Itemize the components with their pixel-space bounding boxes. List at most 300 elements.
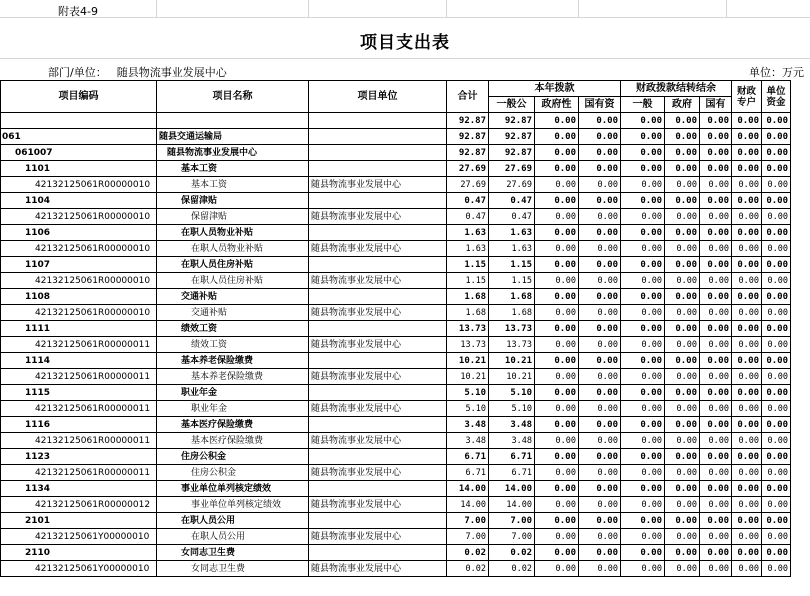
row-value: 0.00: [762, 273, 791, 289]
row-value: 0.00: [700, 401, 732, 417]
row-value: 0.00: [579, 177, 621, 193]
row-value: 0.00: [665, 561, 700, 577]
row-code: 42132125061R00000011: [1, 369, 157, 385]
table-body: [1, 113, 791, 577]
row-value: 0.00: [621, 305, 665, 321]
row-value: 0.00: [665, 305, 700, 321]
table-row: [1, 209, 791, 225]
table-row: [1, 433, 791, 449]
row-value: 0.00: [621, 241, 665, 257]
row-name: 随县物流事业发展中心: [157, 145, 309, 161]
row-value: 0.00: [700, 305, 732, 321]
row-value: 0.00: [665, 177, 700, 193]
row-unit: 随县物流事业发展中心: [309, 177, 447, 193]
row-name: 住房公积金: [157, 449, 309, 465]
row-value: 0.00: [762, 193, 791, 209]
row-value: 0.00: [762, 401, 791, 417]
header-code: 项目编码: [1, 81, 157, 113]
table-row: [1, 417, 791, 433]
row-value: 0.00: [665, 417, 700, 433]
row-value: 1.15: [489, 257, 535, 273]
row-value: 0.00: [579, 465, 621, 481]
grid-line: [308, 0, 309, 17]
row-code: 42132125061Y00000010: [1, 561, 157, 577]
row-unit: 随县物流事业发展中心: [309, 561, 447, 577]
row-value: 0.00: [762, 161, 791, 177]
row-value: 0.00: [621, 193, 665, 209]
row-value: 0.00: [762, 145, 791, 161]
row-value: 0.00: [700, 145, 732, 161]
row-value: 0.02: [489, 561, 535, 577]
row-value: 0.00: [621, 481, 665, 497]
row-value: 0.47: [489, 193, 535, 209]
row-value: 0.00: [665, 385, 700, 401]
row-value: 92.87: [489, 113, 535, 129]
table-row: [1, 145, 791, 161]
table-row: [1, 193, 791, 209]
row-value: 92.87: [489, 145, 535, 161]
row-code: 2101: [1, 513, 157, 529]
row-value: 0.00: [535, 481, 579, 497]
row-value: 0.00: [621, 433, 665, 449]
row-unit: [309, 225, 447, 241]
row-value: 0.00: [621, 113, 665, 129]
row-value: 0.00: [579, 113, 621, 129]
row-value: 0.00: [700, 321, 732, 337]
row-value: 5.10: [489, 385, 535, 401]
row-value: 0.00: [700, 465, 732, 481]
row-value: 0.00: [665, 289, 700, 305]
row-value: 0.00: [700, 257, 732, 273]
row-value: 0.00: [665, 337, 700, 353]
header-name: 项目名称: [157, 81, 309, 113]
row-value: 0.00: [665, 193, 700, 209]
row-value: 0.00: [535, 369, 579, 385]
row-value: 1.63: [447, 225, 489, 241]
row-value: 0.00: [700, 481, 732, 497]
row-value: 0.00: [579, 481, 621, 497]
row-value: 0.00: [535, 225, 579, 241]
row-value: 0.00: [732, 145, 762, 161]
row-value: 13.73: [447, 321, 489, 337]
table-row: [1, 465, 791, 481]
row-value: 0.00: [762, 113, 791, 129]
row-value: 0.00: [732, 129, 762, 145]
row-value: 0.00: [665, 433, 700, 449]
row-value: 1.68: [489, 305, 535, 321]
row-value: 0.00: [762, 369, 791, 385]
row-value: 0.00: [579, 513, 621, 529]
row-value: 0.00: [579, 225, 621, 241]
dept-name: 随县物流事业发展中心: [116, 66, 227, 79]
row-value: 0.00: [732, 369, 762, 385]
row-value: 0.00: [665, 145, 700, 161]
row-value: 0.00: [762, 305, 791, 321]
row-code: 1134: [1, 481, 157, 497]
row-unit: [309, 353, 447, 369]
row-value: 0.00: [665, 241, 700, 257]
row-unit: [309, 193, 447, 209]
row-value: 0.00: [665, 225, 700, 241]
row-value: 1.68: [447, 289, 489, 305]
row-value: 0.00: [700, 177, 732, 193]
row-value: 0.00: [579, 321, 621, 337]
row-value: 0.00: [762, 561, 791, 577]
table-row: [1, 529, 791, 545]
row-value: 1.68: [489, 289, 535, 305]
row-value: 3.48: [447, 417, 489, 433]
row-code: 1108: [1, 289, 157, 305]
row-value: 0.00: [762, 225, 791, 241]
row-value: 0.00: [700, 273, 732, 289]
row-code: 42132125061R00000010: [1, 177, 157, 193]
row-value: 0.00: [732, 481, 762, 497]
grid-line: [578, 0, 579, 17]
row-value: 0.00: [665, 257, 700, 273]
row-value: 0.00: [762, 209, 791, 225]
row-value: 0.00: [621, 497, 665, 513]
row-name: 基本养老保险缴费: [157, 353, 309, 369]
table-row: [1, 353, 791, 369]
row-name: 基本工资: [157, 177, 309, 193]
row-value: 0.00: [700, 113, 732, 129]
row-value: 6.71: [447, 449, 489, 465]
row-value: 0.00: [579, 145, 621, 161]
header-unit-funds: 单位资金: [762, 81, 791, 113]
row-unit: 随县物流事业发展中心: [309, 433, 447, 449]
row-name: 保留津贴: [157, 193, 309, 209]
row-value: 0.00: [732, 513, 762, 529]
row-unit: 随县物流事业发展中心: [309, 529, 447, 545]
row-name: 基本医疗保险缴费: [157, 417, 309, 433]
row-value: 0.00: [700, 129, 732, 145]
row-code: 1104: [1, 193, 157, 209]
row-value: 0.00: [700, 385, 732, 401]
row-value: 0.00: [621, 529, 665, 545]
row-value: 1.68: [447, 305, 489, 321]
row-value: 14.00: [489, 481, 535, 497]
row-value: 6.71: [447, 465, 489, 481]
row-value: 0.00: [535, 561, 579, 577]
row-value: 0.00: [535, 433, 579, 449]
row-value: 0.00: [621, 417, 665, 433]
row-value: 0.02: [447, 545, 489, 561]
row-value: 0.00: [621, 385, 665, 401]
row-value: 0.00: [700, 561, 732, 577]
row-value: 0.00: [535, 529, 579, 545]
table-row: [1, 481, 791, 497]
header-finance-special: 财政专户: [732, 81, 762, 113]
header-carryover: 财政拨款结转结余: [621, 81, 732, 97]
row-value: 10.21: [447, 369, 489, 385]
row-value: 3.48: [447, 433, 489, 449]
row-value: 0.00: [700, 289, 732, 305]
row-name: 基本医疗保险缴费: [157, 433, 309, 449]
row-value: 0.00: [621, 449, 665, 465]
row-value: 0.00: [535, 257, 579, 273]
row-value: 0.00: [762, 481, 791, 497]
row-value: 0.00: [762, 257, 791, 273]
row-code: 1115: [1, 385, 157, 401]
row-name: 在职人员住房补贴: [157, 257, 309, 273]
row-name: 职业年金: [157, 401, 309, 417]
table-row: [1, 113, 791, 129]
row-value: 0.00: [535, 273, 579, 289]
row-value: 7.00: [447, 513, 489, 529]
row-value: 0.00: [621, 321, 665, 337]
table-row: [1, 513, 791, 529]
row-value: 0.00: [732, 177, 762, 193]
page-title: 项目支出表: [360, 33, 450, 53]
table-row: [1, 305, 791, 321]
row-value: 1.15: [447, 257, 489, 273]
row-value: 27.69: [489, 177, 535, 193]
row-value: 0.00: [621, 513, 665, 529]
row-value: 27.69: [447, 161, 489, 177]
row-value: 0.00: [665, 465, 700, 481]
row-value: 0.00: [665, 497, 700, 513]
row-value: 0.00: [621, 225, 665, 241]
row-value: 1.63: [489, 241, 535, 257]
row-value: 10.21: [489, 369, 535, 385]
row-value: 92.87: [447, 113, 489, 129]
row-unit: [309, 257, 447, 273]
row-value: 0.00: [535, 465, 579, 481]
row-value: 0.00: [535, 193, 579, 209]
header-sub-general: 一般公: [489, 97, 535, 113]
row-value: 0.00: [700, 193, 732, 209]
row-value: 0.00: [700, 337, 732, 353]
row-value: 0.00: [535, 401, 579, 417]
row-value: 0.00: [579, 209, 621, 225]
row-code: 1106: [1, 225, 157, 241]
row-unit: [309, 321, 447, 337]
row-value: 0.00: [535, 145, 579, 161]
row-value: 0.00: [762, 385, 791, 401]
table-row: [1, 257, 791, 273]
row-value: 0.00: [535, 289, 579, 305]
row-value: 0.00: [700, 497, 732, 513]
row-value: 0.47: [489, 209, 535, 225]
unit-label: 单位：万元: [749, 66, 804, 79]
row-value: 5.10: [447, 385, 489, 401]
row-unit: 随县物流事业发展中心: [309, 337, 447, 353]
table-row: [1, 337, 791, 353]
row-name: 绩效工资: [157, 321, 309, 337]
row-value: 0.00: [762, 433, 791, 449]
row-name: 绩效工资: [157, 337, 309, 353]
row-value: 0.00: [535, 449, 579, 465]
row-value: 0.00: [535, 417, 579, 433]
row-value: 0.00: [579, 161, 621, 177]
header-sub-carry-state-owned: 国有: [700, 97, 732, 113]
header-sub-state-owned: 国有资: [579, 97, 621, 113]
row-unit: [309, 449, 447, 465]
row-value: 0.00: [732, 449, 762, 465]
row-value: 0.00: [762, 321, 791, 337]
row-value: 0.00: [665, 401, 700, 417]
row-value: 0.00: [732, 321, 762, 337]
row-value: 0.00: [579, 369, 621, 385]
row-value: 0.00: [762, 129, 791, 145]
row-value: 0.00: [732, 337, 762, 353]
row-value: 92.87: [489, 129, 535, 145]
row-value: 0.00: [535, 305, 579, 321]
row-value: 0.00: [732, 305, 762, 321]
row-value: 0.00: [579, 401, 621, 417]
row-value: 0.02: [447, 561, 489, 577]
row-value: 0.00: [762, 497, 791, 513]
grid-line: [726, 0, 727, 17]
row-value: 0.02: [489, 545, 535, 561]
row-name: 住房公积金: [157, 465, 309, 481]
row-unit: 随县物流事业发展中心: [309, 209, 447, 225]
row-code: 061: [1, 129, 157, 145]
row-value: 0.00: [621, 369, 665, 385]
row-value: 0.00: [732, 561, 762, 577]
row-value: 1.63: [447, 241, 489, 257]
table-row: [1, 129, 791, 145]
row-unit: [309, 289, 447, 305]
row-value: 0.00: [579, 241, 621, 257]
row-value: 27.69: [489, 161, 535, 177]
row-value: 0.00: [665, 321, 700, 337]
row-value: 0.00: [732, 209, 762, 225]
header-sub-government: 政府性: [535, 97, 579, 113]
row-value: 0.00: [621, 561, 665, 577]
grid-line: [0, 17, 810, 18]
row-code: 061007: [1, 145, 157, 161]
row-code: 42132125061R00000010: [1, 305, 157, 321]
row-unit: [309, 481, 447, 497]
row-value: 0.00: [535, 497, 579, 513]
row-value: 0.00: [665, 529, 700, 545]
row-value: 0.00: [732, 225, 762, 241]
row-value: 0.00: [535, 113, 579, 129]
grid-line: [446, 0, 447, 17]
row-value: 0.00: [579, 497, 621, 513]
row-value: 0.00: [762, 417, 791, 433]
row-value: 0.00: [535, 209, 579, 225]
table-row: [1, 273, 791, 289]
row-value: 0.00: [665, 209, 700, 225]
row-value: 0.00: [732, 465, 762, 481]
row-name: [157, 113, 309, 129]
row-value: 0.00: [579, 305, 621, 321]
row-value: 0.00: [732, 385, 762, 401]
row-value: 0.00: [732, 433, 762, 449]
row-value: 0.00: [579, 417, 621, 433]
row-value: 1.15: [489, 273, 535, 289]
row-value: 0.00: [732, 401, 762, 417]
row-value: 0.00: [700, 529, 732, 545]
row-name: 交通补贴: [157, 305, 309, 321]
row-code: 42132125061R00000010: [1, 241, 157, 257]
row-value: 0.47: [447, 209, 489, 225]
row-name: 在职人员住房补贴: [157, 273, 309, 289]
row-value: 0.00: [621, 353, 665, 369]
row-value: 0.00: [665, 545, 700, 561]
row-value: 0.00: [665, 273, 700, 289]
row-value: 0.00: [700, 433, 732, 449]
row-code: 42132125061R00000011: [1, 401, 157, 417]
row-code: 2110: [1, 545, 157, 561]
row-value: 0.00: [700, 161, 732, 177]
row-value: 7.00: [447, 529, 489, 545]
row-value: 0.00: [579, 433, 621, 449]
row-value: 0.00: [700, 225, 732, 241]
row-value: 0.00: [700, 209, 732, 225]
row-value: 0.00: [535, 353, 579, 369]
row-value: 0.00: [579, 561, 621, 577]
row-value: 0.00: [579, 449, 621, 465]
row-value: 0.00: [579, 385, 621, 401]
row-value: 0.00: [732, 113, 762, 129]
row-value: 0.00: [621, 145, 665, 161]
row-value: 13.73: [447, 337, 489, 353]
row-name: 随县交通运输局: [157, 129, 309, 145]
row-value: 0.00: [732, 417, 762, 433]
row-name: 基本养老保险缴费: [157, 369, 309, 385]
row-code: 42132125061Y00000010: [1, 529, 157, 545]
row-unit: 随县物流事业发展中心: [309, 273, 447, 289]
row-value: 0.47: [447, 193, 489, 209]
expenditure-table: [0, 80, 791, 577]
row-value: 14.00: [447, 497, 489, 513]
row-value: 0.00: [665, 481, 700, 497]
table-row: [1, 161, 791, 177]
row-value: 10.21: [447, 353, 489, 369]
row-value: 10.21: [489, 353, 535, 369]
row-value: 0.00: [665, 513, 700, 529]
row-value: 0.00: [762, 289, 791, 305]
row-value: 0.00: [732, 257, 762, 273]
row-name: 事业单位单列核定绩效: [157, 481, 309, 497]
row-value: 0.00: [579, 193, 621, 209]
row-name: 在职人员物业补贴: [157, 241, 309, 257]
row-value: 13.73: [489, 321, 535, 337]
row-value: 0.00: [732, 241, 762, 257]
row-value: 0.00: [535, 545, 579, 561]
row-name: 在职人员物业补贴: [157, 225, 309, 241]
row-value: 0.00: [700, 449, 732, 465]
row-unit: 随县物流事业发展中心: [309, 465, 447, 481]
row-value: 0.00: [700, 417, 732, 433]
row-code: 42132125061R00000010: [1, 209, 157, 225]
row-value: 0.00: [579, 129, 621, 145]
row-value: 0.00: [579, 257, 621, 273]
header-current-year: 本年拨款: [489, 81, 621, 97]
table-row: [1, 369, 791, 385]
row-value: 0.00: [621, 161, 665, 177]
dept-label-text: 部门/单位：: [48, 66, 107, 79]
row-value: 0.00: [732, 193, 762, 209]
row-value: 0.00: [665, 113, 700, 129]
row-unit: [309, 545, 447, 561]
row-value: 3.48: [489, 433, 535, 449]
appendix-label: 附表4-9: [58, 5, 98, 18]
row-code: 42132125061R00000011: [1, 433, 157, 449]
row-unit: 随县物流事业发展中心: [309, 401, 447, 417]
row-value: 0.00: [579, 289, 621, 305]
row-value: 0.00: [665, 129, 700, 145]
row-value: 0.00: [535, 177, 579, 193]
grid-line: [0, 58, 810, 59]
row-name: 事业单位单列核定绩效: [157, 497, 309, 513]
row-code: 1107: [1, 257, 157, 273]
row-value: 0.00: [535, 241, 579, 257]
row-value: 0.00: [535, 337, 579, 353]
